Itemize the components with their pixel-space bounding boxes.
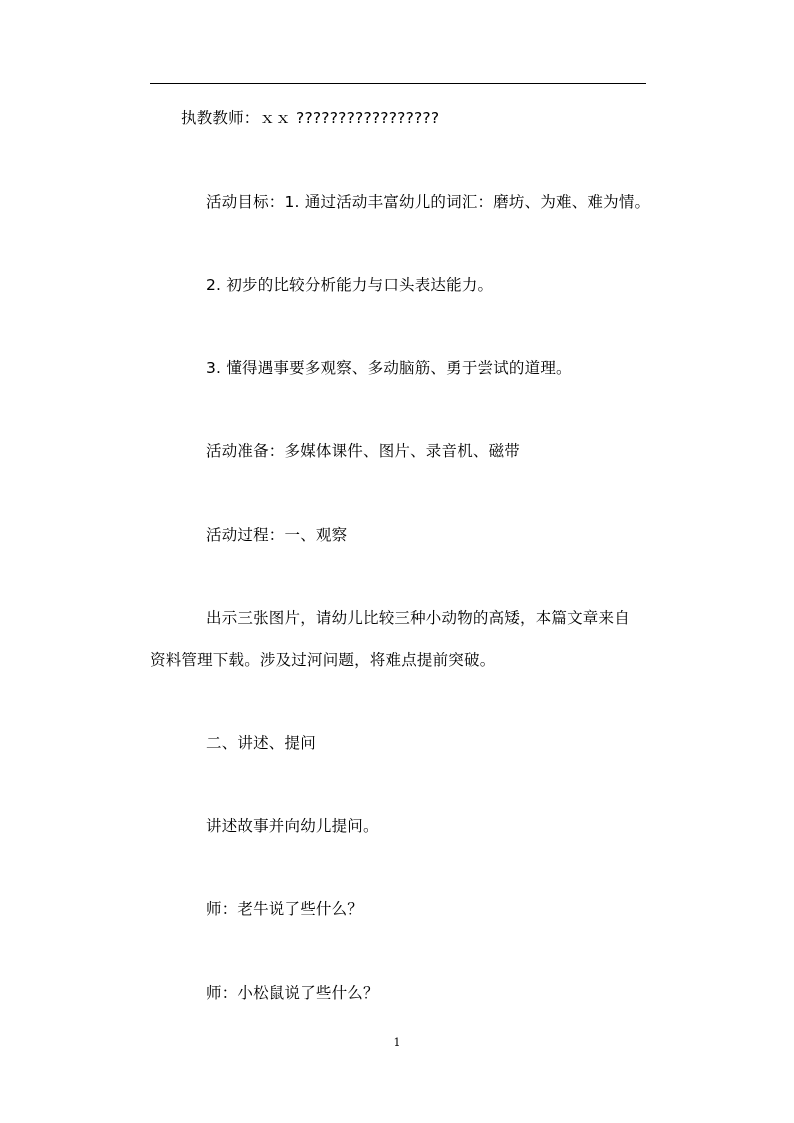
teacher-line: 执教教师：ｘｘ ????????????????? (181, 109, 440, 127)
activity-process-heading: 活动过程：一、观察 (206, 526, 348, 544)
observe-paragraph-line-2: 资料管理下载。涉及过河问题，将难点提前突破。 (150, 651, 496, 669)
section-2-heading: 二、讲述、提问 (206, 734, 316, 752)
observe-paragraph-line-1: 出示三张图片，请幼儿比较三种小动物的高矮，本篇文章来自 (206, 609, 630, 627)
teacher-question-2: 师：小松鼠说了些什么？ (206, 984, 379, 1002)
activity-preparation: 活动准备：多媒体课件、图片、录音机、磁带 (206, 442, 521, 460)
teacher-question-1: 师：老牛说了些什么？ (206, 900, 364, 918)
activity-goal-1: 活动目标：1. 通过活动丰富幼儿的词汇：磨坊、为难、难为情。 (206, 193, 651, 211)
activity-goal-3: 3. 懂得遇事要多观察、多动脑筋、勇于尝试的道理。 (206, 359, 572, 377)
activity-goal-2: 2. 初步的比较分析能力与口头表达能力。 (206, 276, 494, 294)
section-2-body: 讲述故事并向幼儿提问。 (206, 817, 379, 835)
header-rule (150, 83, 646, 84)
page-number: 1 (393, 1036, 401, 1049)
